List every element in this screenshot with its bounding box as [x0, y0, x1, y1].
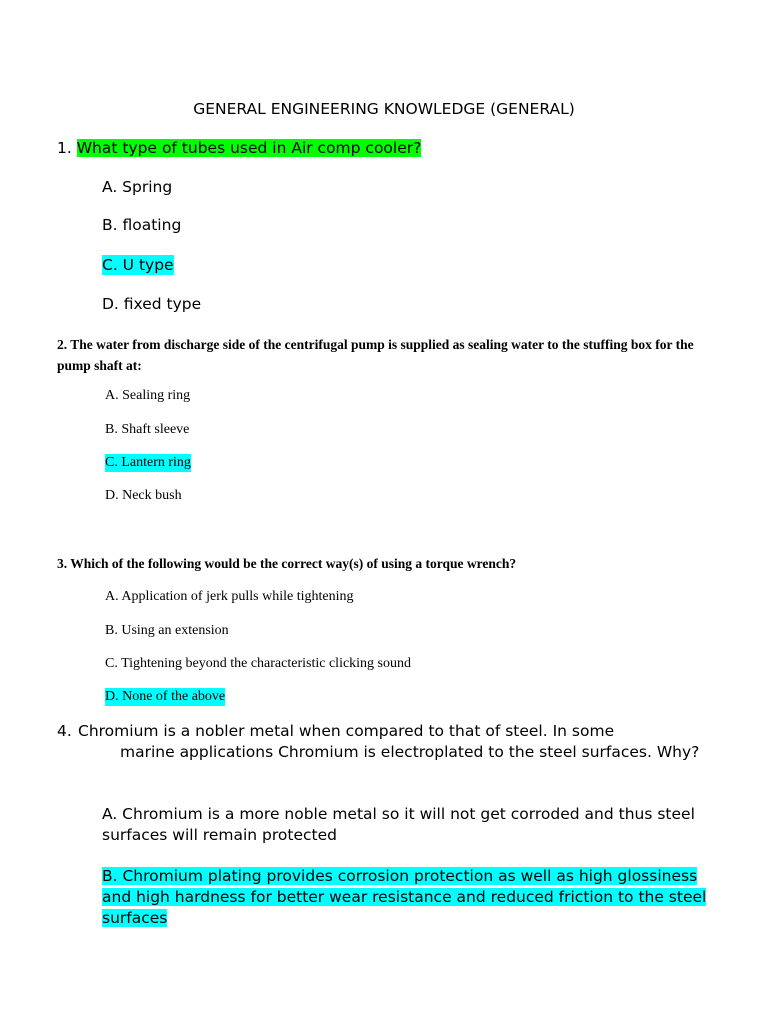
- q2-option-c-correct: C. Lantern ring: [105, 455, 191, 470]
- q3-option-b: B. Using an extension: [105, 623, 229, 638]
- q2-option-a: A. Sealing ring: [105, 388, 191, 403]
- question-4: [57, 721, 717, 763]
- question-1: [57, 138, 421, 158]
- q1-option-b: B. floating: [102, 216, 182, 234]
- question-4-text-rest: marine applications Chromium is electroplated to the steel surfaces. Why?: [120, 743, 700, 761]
- q4-option-b-text: B. Chromium plating provides corrosion protection as well as high glossiness and high hardness for better wear resistance and reduced friction to the steel surfaces: [102, 867, 707, 927]
- q1-option-a: A. Spring: [102, 178, 173, 196]
- question-3-text: 3. Which of the following would be the correct way(s) of using a torque wrench?: [57, 556, 517, 571]
- q1-option-d: D. fixed type: [102, 295, 202, 313]
- q4-option-b-correct: [102, 866, 712, 929]
- question-4-number: 4.: [57, 722, 72, 740]
- question-1-number: 1.: [57, 139, 72, 157]
- q4-option-a: A. Chromium is a more noble metal so it will not get corroded and thus steel surfaces will remain protected: [102, 805, 695, 844]
- question-2-text: 2. The water from discharge side of the centrifugal pump is supplied as sealing water to the stuffing box for the pump shaft at:: [57, 337, 694, 373]
- q2-option-d: D. Neck bush: [105, 488, 182, 503]
- q3-option-a: A. Application of jerk pulls while tightening: [105, 589, 354, 604]
- page-title: GENERAL ENGINEERING KNOWLEDGE (GENERAL): [193, 100, 575, 118]
- q1-option-c-correct: C. U type: [102, 256, 174, 274]
- q3-option-c: C. Tightening beyond the characteristic clicking sound: [105, 656, 412, 671]
- question-4-text-first: Chromium is a nobler metal when compared to that of steel. In some: [78, 722, 615, 740]
- q2-option-b: B. Shaft sleeve: [105, 422, 190, 437]
- question-1-text: What type of tubes used in Air comp cooler?: [76, 139, 422, 157]
- q3-option-d-correct: D. None of the above: [105, 689, 226, 704]
